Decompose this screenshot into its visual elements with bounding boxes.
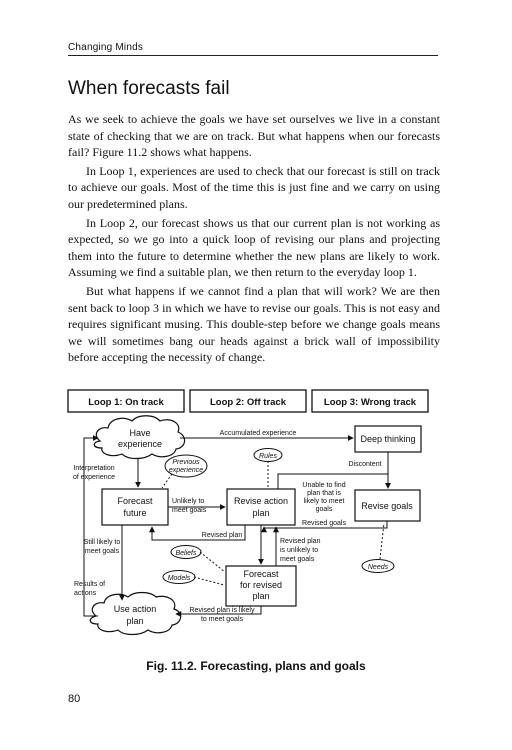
- interpretation-label-2: of experience: [72, 474, 116, 481]
- revise-action-plan-label: Revise action: [233, 496, 289, 506]
- have-experience-cloud: [94, 416, 184, 459]
- accumulated-experience-label: Accumulated experience: [219, 430, 297, 437]
- deep-thinking-label: Deep thinking: [360, 434, 416, 444]
- revise-action-plan-box: [227, 489, 295, 525]
- results-label: Results of: [74, 581, 106, 588]
- use-action-plan-label: Use action: [113, 604, 157, 614]
- link-beliefs: [200, 552, 225, 572]
- loop-1-header: [68, 390, 184, 412]
- unlikely-label: Unlikely to: [172, 498, 205, 505]
- paragraph-4: But what happens if we cannot find a plan that will work? We are then sent back to loop 3 in which we have to revise our goals. This is not easy and requires significant musing. This double-step before we change goals means we will sometimes bang our heads against a brick wall of impossibility before accepting the necessity of change.: [68, 283, 440, 365]
- unable-label: Unable to find: [302, 482, 346, 489]
- models-oval: [163, 571, 195, 584]
- have-experience-label-2: experience: [117, 439, 163, 449]
- rules-label: Rules: [259, 453, 277, 460]
- link-models: [194, 577, 224, 585]
- beliefs-oval: [171, 546, 201, 559]
- unable-label-4: goals: [315, 506, 333, 513]
- section-title: When forecasts fail: [68, 78, 230, 99]
- deep-thinking-box: [355, 426, 421, 452]
- still-likely-label: Still likely to: [83, 539, 121, 546]
- revise-action-plan-label-2: plan: [252, 508, 270, 518]
- previous-experience-label: Previous: [172, 459, 200, 466]
- revised-unlikely-label: Revised plan: [280, 538, 321, 545]
- revise-goals-box: [355, 490, 420, 521]
- previous-experience-oval: [165, 455, 207, 477]
- forecast-revised-label-3: plan: [252, 591, 270, 601]
- beliefs-label: Beliefs: [175, 550, 197, 557]
- previous-experience-label-2: experience: [168, 467, 204, 474]
- loop-1-label: Loop 1: On track: [88, 397, 164, 408]
- header-rule: [68, 55, 438, 56]
- discontent-label: Discontent: [348, 461, 382, 468]
- forecast-revised-label: Forecast: [243, 569, 279, 579]
- loop-2-header: [190, 390, 306, 412]
- forecast-future-label: Forecast: [117, 496, 153, 506]
- running-head: Changing Minds: [68, 42, 144, 53]
- unable-label-2: plan that is: [307, 490, 341, 497]
- results-label-2: actions: [74, 590, 97, 597]
- figure-caption: Fig. 11.2. Forecasting, plans and goals: [146, 659, 366, 673]
- needs-oval: [362, 560, 394, 573]
- unable-label-3: likely to meet: [303, 498, 345, 505]
- forecast-future-label-2: future: [123, 508, 147, 518]
- revised-unlikely-label-2: is unlikely to: [280, 547, 319, 554]
- rules-oval: [254, 449, 282, 462]
- revise-goals-label: Revise goals: [361, 501, 413, 511]
- diagram-canvas: [62, 388, 442, 646]
- paragraph-2: In Loop 1, experiences are used to check that our forecast is still on track to achieve our goals. Most of the time this is just fine and we carry on using our predetermined plans.: [68, 163, 440, 211]
- needs-label: Needs: [367, 564, 389, 571]
- have-experience-label: Have: [129, 428, 151, 438]
- paragraph-3: In Loop 2, our forecast shows us that our current plan is not working as expected, so we go into a quick loop of revising our plans and projecting them into the future to determine whether the new plans are likely to work. Assuming we find a suitable plan, we then return to the everyday loop 1.: [68, 215, 440, 280]
- revised-likely-label: Revised plan is likely: [189, 607, 255, 614]
- unlikely-label-2: meet goals: [172, 507, 207, 514]
- forecast-revised-label-2: for revised: [239, 580, 283, 590]
- still-likely-label-2: meet goals: [84, 548, 120, 555]
- link-previous-experience: [162, 474, 172, 488]
- forecast-future-box: [102, 489, 168, 525]
- paragraph-1: As we seek to achieve the goals we have set ourselves we live in a constant state of checking that we are on track. But what happens when our forecasts fail? Figure 11.2 shows what happens.: [68, 112, 440, 160]
- use-action-plan-cloud: [90, 593, 180, 635]
- loop-3-label: Loop 3: Wrong track: [323, 397, 417, 408]
- forecast-revised-plan-box: [226, 566, 296, 606]
- models-label: Models: [167, 575, 191, 582]
- loop-2-label: Loop 2: Off track: [209, 397, 287, 408]
- revised-likely-label-2: to meet goals: [200, 616, 244, 623]
- interpretation-label: Interpretation: [73, 465, 115, 472]
- use-action-plan-label-2: plan: [126, 616, 144, 626]
- forecasting-diagram: [62, 388, 442, 646]
- page-number: 80: [68, 693, 81, 705]
- body-text: [68, 111, 440, 368]
- revised-goals-label: Revised goals: [302, 520, 346, 527]
- loop-3-header: [312, 390, 428, 412]
- revised-unlikely-label-3: meet goals: [280, 556, 315, 563]
- revised-plan-label: Revised plan: [201, 532, 243, 539]
